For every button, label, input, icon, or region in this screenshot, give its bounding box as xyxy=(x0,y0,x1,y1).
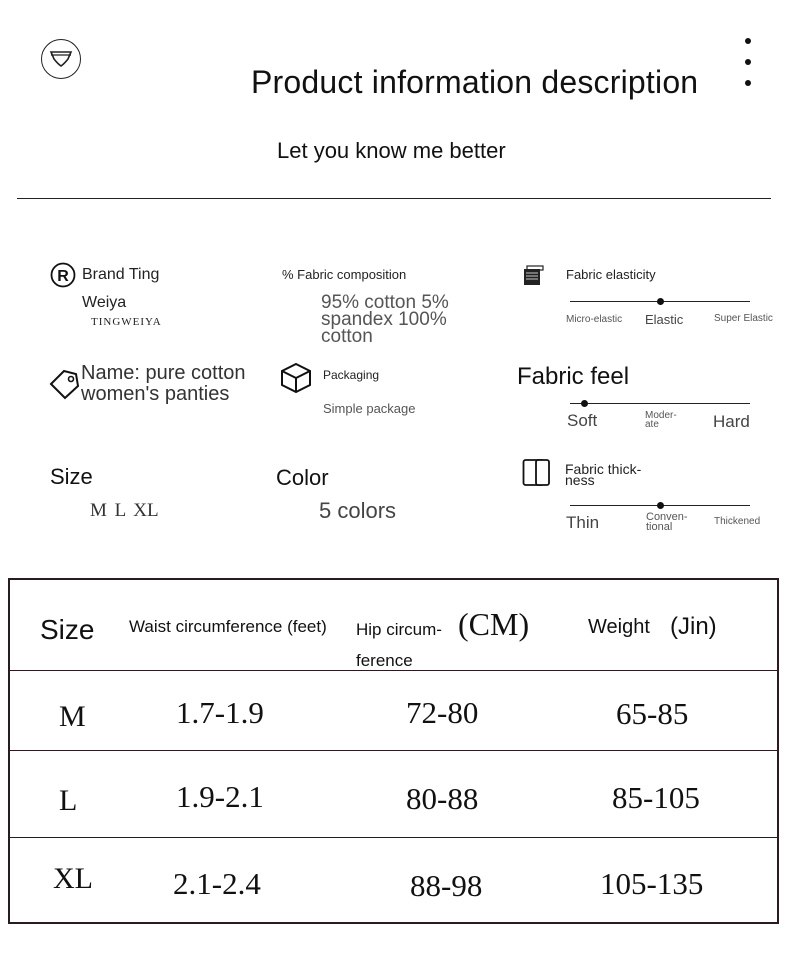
row-m-waist: 1.7-1.9 xyxy=(176,695,264,730)
composition-label: % Fabric composition xyxy=(282,267,407,282)
row-m-weight: 65-85 xyxy=(616,696,689,731)
thickness-scale-mid: Conven-tional xyxy=(646,511,688,533)
brand-logo-icon xyxy=(41,39,81,79)
row-m-hip: 72-80 xyxy=(406,695,479,730)
feel-level-marker xyxy=(581,400,588,407)
registered-icon xyxy=(50,262,74,286)
elasticity-scale-low: Micro-elastic xyxy=(566,314,623,325)
product-name: Name: pure cotton women's panties xyxy=(81,362,246,405)
header-waist: Waist circumference (feet) xyxy=(129,617,327,636)
header-size: Size xyxy=(40,614,95,645)
composition-value: 95% cotton 5% spandex 100% cotton xyxy=(321,292,449,347)
thickness-scale-low: Thin xyxy=(566,513,600,532)
packaging-value: Simple package xyxy=(323,401,416,416)
table-divider xyxy=(10,750,777,751)
page-title: Product information description xyxy=(251,64,699,100)
color-label: Color xyxy=(276,465,329,490)
row-l-hip: 80-88 xyxy=(406,781,479,816)
header-hip-unit: (CM) xyxy=(458,606,530,642)
packaging-label: Packaging xyxy=(323,368,380,382)
thickness-icon xyxy=(522,458,552,493)
row-l-weight: 85-105 xyxy=(612,780,700,815)
elasticity-scale-mid: Elastic xyxy=(645,312,684,327)
feel-scale-line xyxy=(570,403,750,404)
brand-label: Brand Ting xyxy=(82,266,160,283)
header-weight: Weight xyxy=(588,616,650,638)
table-divider xyxy=(10,837,777,838)
row-l-size: L xyxy=(59,784,78,817)
elasticity-icon xyxy=(522,265,544,292)
elasticity-level-marker xyxy=(657,298,664,305)
feel-scale-mid: Moder-ate xyxy=(645,410,677,430)
elasticity-scale-high: Super Elastic xyxy=(714,313,773,324)
color-value: 5 colors xyxy=(319,498,397,523)
row-xl-size: XL xyxy=(53,862,93,895)
feel-scale-low: Soft xyxy=(567,411,598,430)
row-m-size: M xyxy=(59,700,86,733)
header-divider xyxy=(17,198,771,199)
thickness-level-marker xyxy=(657,502,664,509)
brand-label-line2: Weiya xyxy=(82,294,127,311)
svg-text:R: R xyxy=(57,268,69,285)
size-label: Size xyxy=(50,464,93,489)
more-menu-icon[interactable] xyxy=(742,38,754,94)
row-xl-waist: 2.1-2.4 xyxy=(173,866,261,901)
thickness-scale-high: Thickened xyxy=(714,516,761,527)
size-chart-table xyxy=(8,578,779,924)
page-subtitle: Let you know me better xyxy=(277,138,506,163)
size-value: M L XL xyxy=(90,500,159,521)
row-l-waist: 1.9-2.1 xyxy=(176,779,264,814)
row-xl-hip: 88-98 xyxy=(410,868,483,903)
feel-scale-high: Hard xyxy=(713,412,750,431)
brand-wordmark: TINGWEIYA xyxy=(91,316,162,328)
header-hip: Hip circum-ference xyxy=(356,620,442,670)
feel-label: Fabric feel xyxy=(517,363,630,390)
tag-icon xyxy=(48,366,82,405)
header-weight-unit: (Jin) xyxy=(670,613,717,640)
thickness-label: Fabric thick-ness xyxy=(565,461,642,488)
elasticity-label: Fabric elasticity xyxy=(566,267,656,282)
row-xl-weight: 105-135 xyxy=(600,866,704,901)
package-icon xyxy=(279,362,313,399)
